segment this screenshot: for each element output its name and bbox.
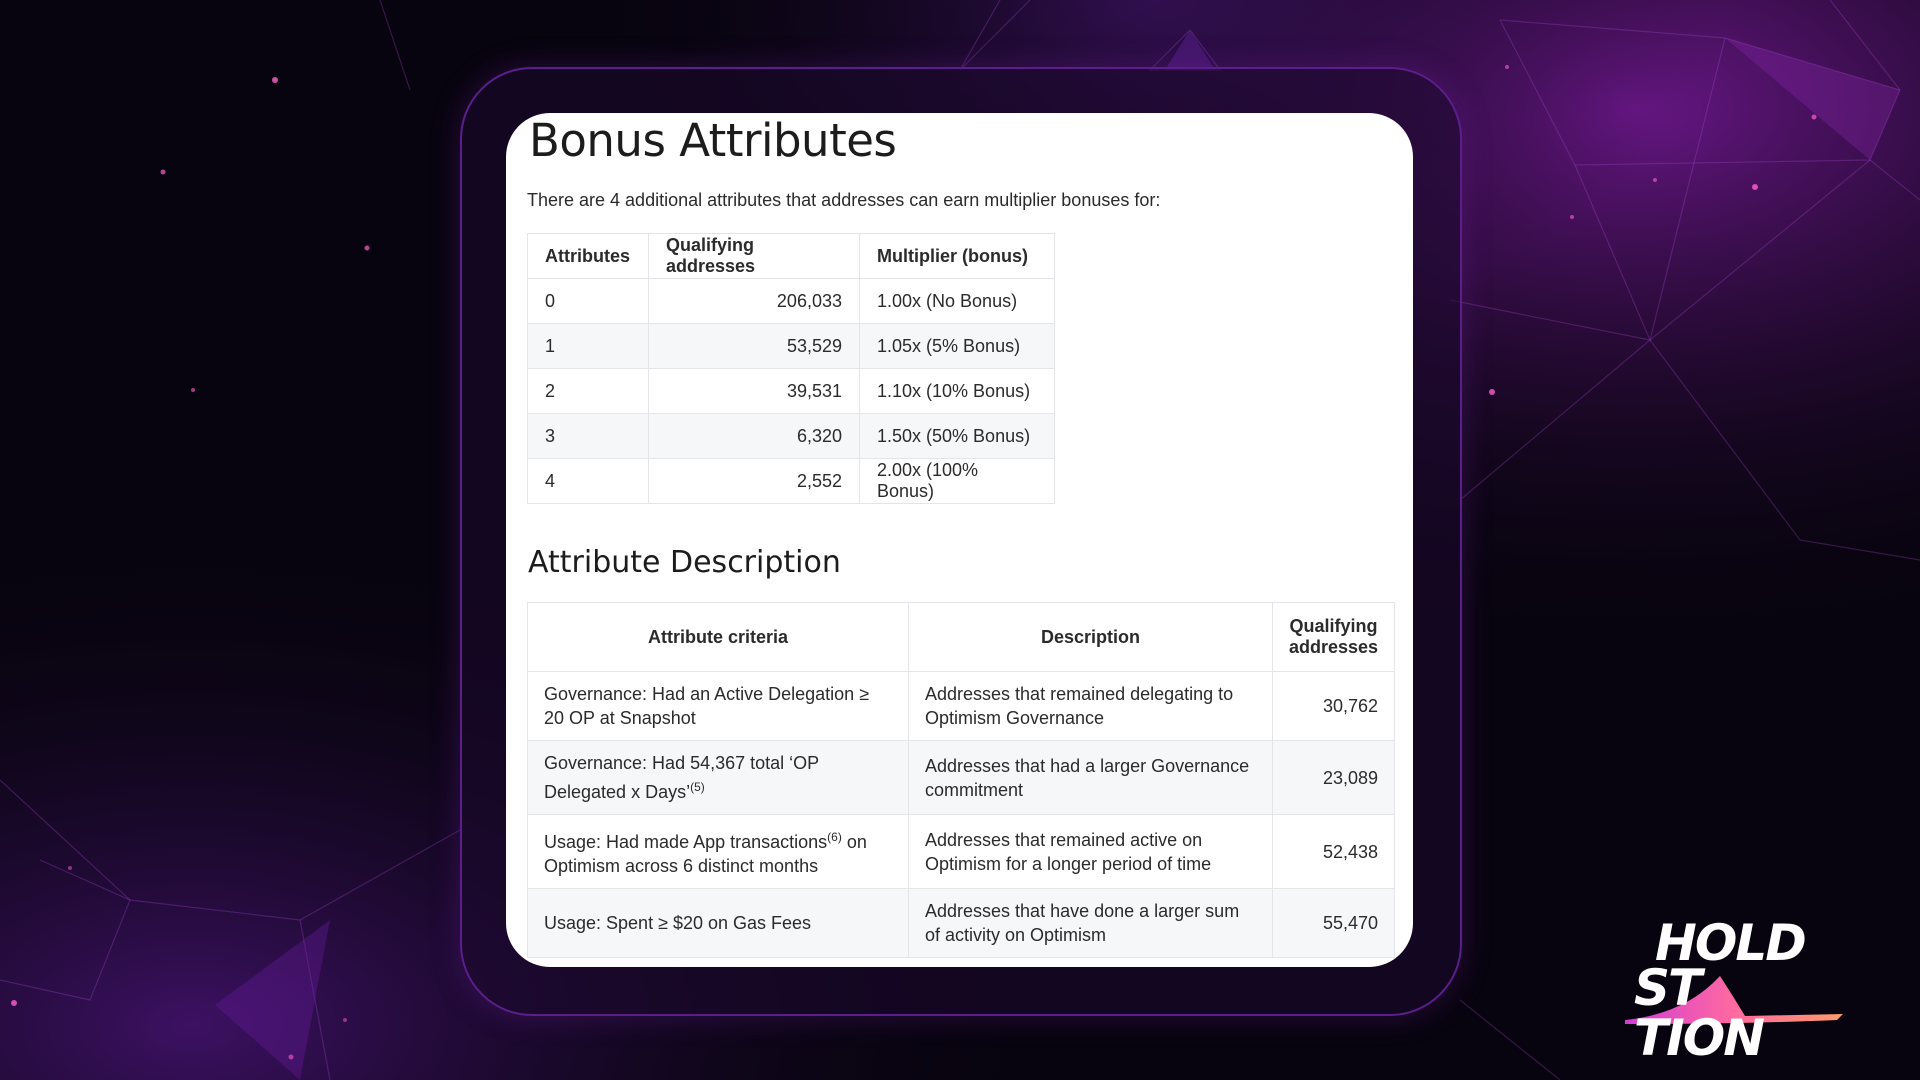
qualifying-addresses-cell: 39,531 [649, 369, 860, 414]
attributes-cell: 1 [528, 324, 649, 369]
table-header-row [528, 603, 1395, 672]
table-row [528, 889, 1395, 958]
description-cell: Addresses that remained delegating to Optimism Governance [909, 672, 1273, 741]
description-cell: Addresses that have done a larger sum of activity on Optimism [909, 889, 1273, 958]
criteria-cell [528, 741, 909, 815]
attribute-description-table [527, 602, 1395, 958]
criteria-cell [528, 889, 909, 958]
attributes-cell: 3 [528, 414, 649, 459]
multiplier-cell: 1.00x (No Bonus) [860, 279, 1055, 324]
column-header: Description [909, 603, 1273, 672]
qualifying-addresses-cell: 52,438 [1273, 815, 1395, 889]
column-header: Qualifying addresses [1273, 603, 1395, 672]
footnote-marker: (6) [827, 830, 842, 844]
criteria-text-tail: on Optimism across 6 distinct months [544, 832, 867, 876]
multiplier-table [527, 233, 1055, 504]
column-header: Qualifying addresses [649, 234, 860, 279]
criteria-text: Usage: Spent ≥ $20 on Gas Fees [544, 913, 812, 933]
description-cell: Addresses that remained active on Optimism for a longer period of time [909, 815, 1273, 889]
table-row [528, 672, 1395, 741]
qualifying-addresses-cell: 206,033 [649, 279, 860, 324]
multiplier-cell: 1.50x (50% Bonus) [860, 414, 1055, 459]
holdstation-logo [1625, 914, 1845, 1067]
logo-text-line1: HOLD [1655, 914, 1805, 972]
qualifying-addresses-cell: 2,552 [649, 459, 860, 504]
logo-text-line2 [1634, 959, 1845, 1067]
table-row [528, 279, 1055, 324]
table-row [528, 459, 1055, 504]
criteria-cell [528, 815, 909, 889]
multiplier-cell: 2.00x (100% Bonus) [860, 459, 1055, 504]
table-row [528, 324, 1055, 369]
qualifying-addresses-cell: 23,089 [1273, 741, 1395, 815]
multiplier-cell: 1.10x (10% Bonus) [860, 369, 1055, 414]
page-title: Bonus Attributes [529, 114, 897, 167]
table-row [528, 815, 1395, 889]
qualifying-addresses-cell: 53,529 [649, 324, 860, 369]
logo-text-part: ST [1634, 959, 1701, 1017]
criteria-text: Governance: Had 54,367 total ‘OP Delegated x Days’ [544, 753, 819, 802]
content-card [506, 113, 1413, 967]
criteria-cell [528, 672, 909, 741]
qualifying-addresses-cell: 6,320 [649, 414, 860, 459]
qualifying-addresses-cell: 30,762 [1273, 672, 1395, 741]
qualifying-addresses-cell: 55,470 [1273, 889, 1395, 958]
description-cell: Addresses that had a larger Governance commitment [909, 741, 1273, 815]
table-row [528, 741, 1395, 815]
attributes-cell: 2 [528, 369, 649, 414]
column-header: Multiplier (bonus) [860, 234, 1055, 279]
table-row [528, 414, 1055, 459]
column-header: Attributes [528, 234, 649, 279]
multiplier-cell: 1.05x (5% Bonus) [860, 324, 1055, 369]
criteria-text: Governance: Had an Active Delegation ≥ 20 OP at Snapshot [544, 684, 870, 728]
intro-text: There are 4 additional attributes that addresses can earn multiplier bonuses for: [527, 190, 1161, 210]
logo-text-part: TION [1634, 1009, 1764, 1067]
attributes-cell: 0 [528, 279, 649, 324]
criteria-text: Usage: Had made App transactions [544, 832, 828, 852]
column-header: Attribute criteria [528, 603, 909, 672]
attributes-cell: 4 [528, 459, 649, 504]
section-title: Attribute Description [528, 545, 841, 580]
table-header-row [528, 234, 1055, 279]
table-row [528, 369, 1055, 414]
footnote-marker: (5) [690, 780, 705, 794]
